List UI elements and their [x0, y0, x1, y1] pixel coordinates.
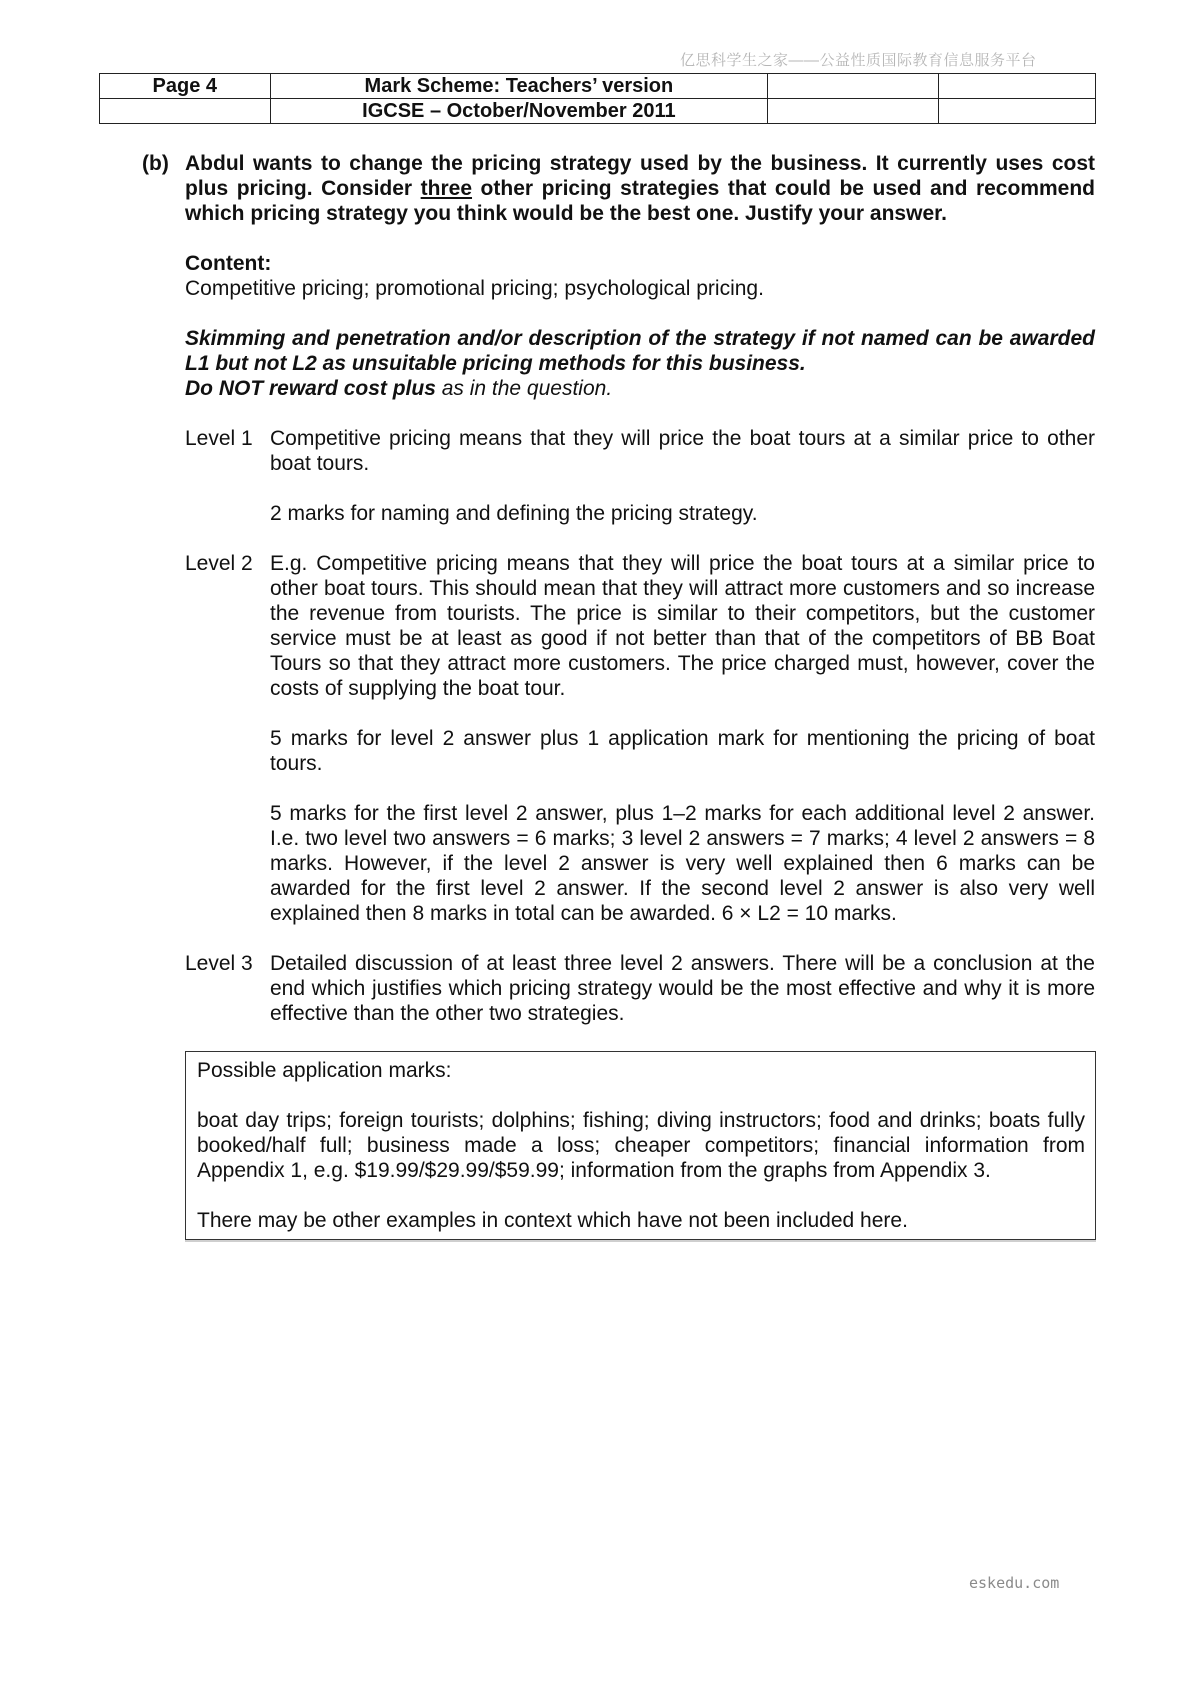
question-text: Abdul wants to change the pricing strategy used by the business. It currently uses cost plus pricing. Consider three other pricing strategies that could be used and recommend which pricing strategy you think would be the best one. Justify your answer.: [185, 152, 1095, 225]
header-empty-cell: [938, 99, 1095, 124]
level-label: Level 1: [185, 427, 253, 450]
content-text: Competitive pricing; promotional pricing; psychological pricing.: [185, 277, 764, 300]
level-label: Level 3: [185, 952, 253, 975]
header-title: Mark Scheme: Teachers’ version: [270, 74, 768, 99]
level-1: [185, 426, 1095, 526]
box-list: boat day trips; foreign tourists; dolphins; fishing; diving instructors; food and drinks; boats fully booked/half full; business made a loss; cheaper competitors; financial information from Appendix 1, e.g. $19.99/$29.99/$59.99; information from the graphs from Appendix 3.: [197, 1109, 1085, 1182]
level-text: 2 marks for naming and defining the pricing strategy.: [270, 502, 758, 525]
header-empty-cell: [768, 74, 938, 99]
header-subtitle: IGCSE – October/November 2011: [270, 99, 768, 124]
header-empty-cell: [768, 99, 938, 124]
page-number: Page 4: [100, 74, 271, 99]
mark-scheme-content: [185, 151, 1095, 1240]
header-empty-cell: [938, 74, 1095, 99]
level-text: 5 marks for level 2 answer plus 1 application mark for mentioning the pricing of boat tours.: [270, 727, 1095, 775]
header-table: [99, 73, 1096, 124]
question-label: (b): [142, 152, 169, 175]
application-marks-box: [185, 1051, 1096, 1240]
level-text: 5 marks for the first level 2 answer, plus 1–2 marks for each additional level 2 answer. I.e. two level two answers = 6 marks; 3 level 2 answers = 7 marks; 4 level 2 answers = 8 marks. However, if the level 2 answer is very well explained then 6 marks can be awarded for the first level 2 answer. If the second level 2 answer is also very well explained then 8 marks in total can be awarded. 6 × L2 = 10 marks.: [270, 802, 1095, 925]
level-2: [185, 551, 1095, 926]
box-heading: Possible application marks:: [197, 1059, 452, 1082]
examiner-note-2: Do NOT reward cost plus as in the question.: [185, 377, 613, 400]
level-label: Level 2: [185, 552, 253, 575]
level-text: Detailed discussion of at least three level 2 answers. There will be a conclusion at the end which justifies which pricing strategy would be the most effective and why it is more effective than the other two strategies.: [270, 952, 1095, 1025]
level-3: [185, 951, 1095, 1026]
level-text: E.g. Competitive pricing means that they will price the boat tours at a similar price to other boat tours. This should mean that they will attract more customers and so increase the revenue from tourists. The price is similar to their competitors, but the customer service must be at least as good if not better than that of the competitors of BB Boat Tours so that they attract more customers. The price charged must, however, cover the costs of supplying the boat tour.: [270, 552, 1095, 700]
watermark-bottom: eskedu.com: [969, 1574, 1060, 1592]
box-footer: There may be other examples in context which have not been included here.: [197, 1209, 908, 1232]
watermark-top: 亿思科学生之家——公益性质国际教育信息服务平台: [680, 52, 1037, 69]
header-empty-cell: [100, 99, 271, 124]
level-text: Competitive pricing means that they will price the boat tours at a similar price to other boat tours.: [270, 427, 1095, 475]
content-heading: Content:: [185, 252, 272, 275]
examiner-note: Skimming and penetration and/or description of the strategy if not named can be awarded L1 but not L2 as unsuitable pricing methods for this business.: [185, 327, 1095, 375]
